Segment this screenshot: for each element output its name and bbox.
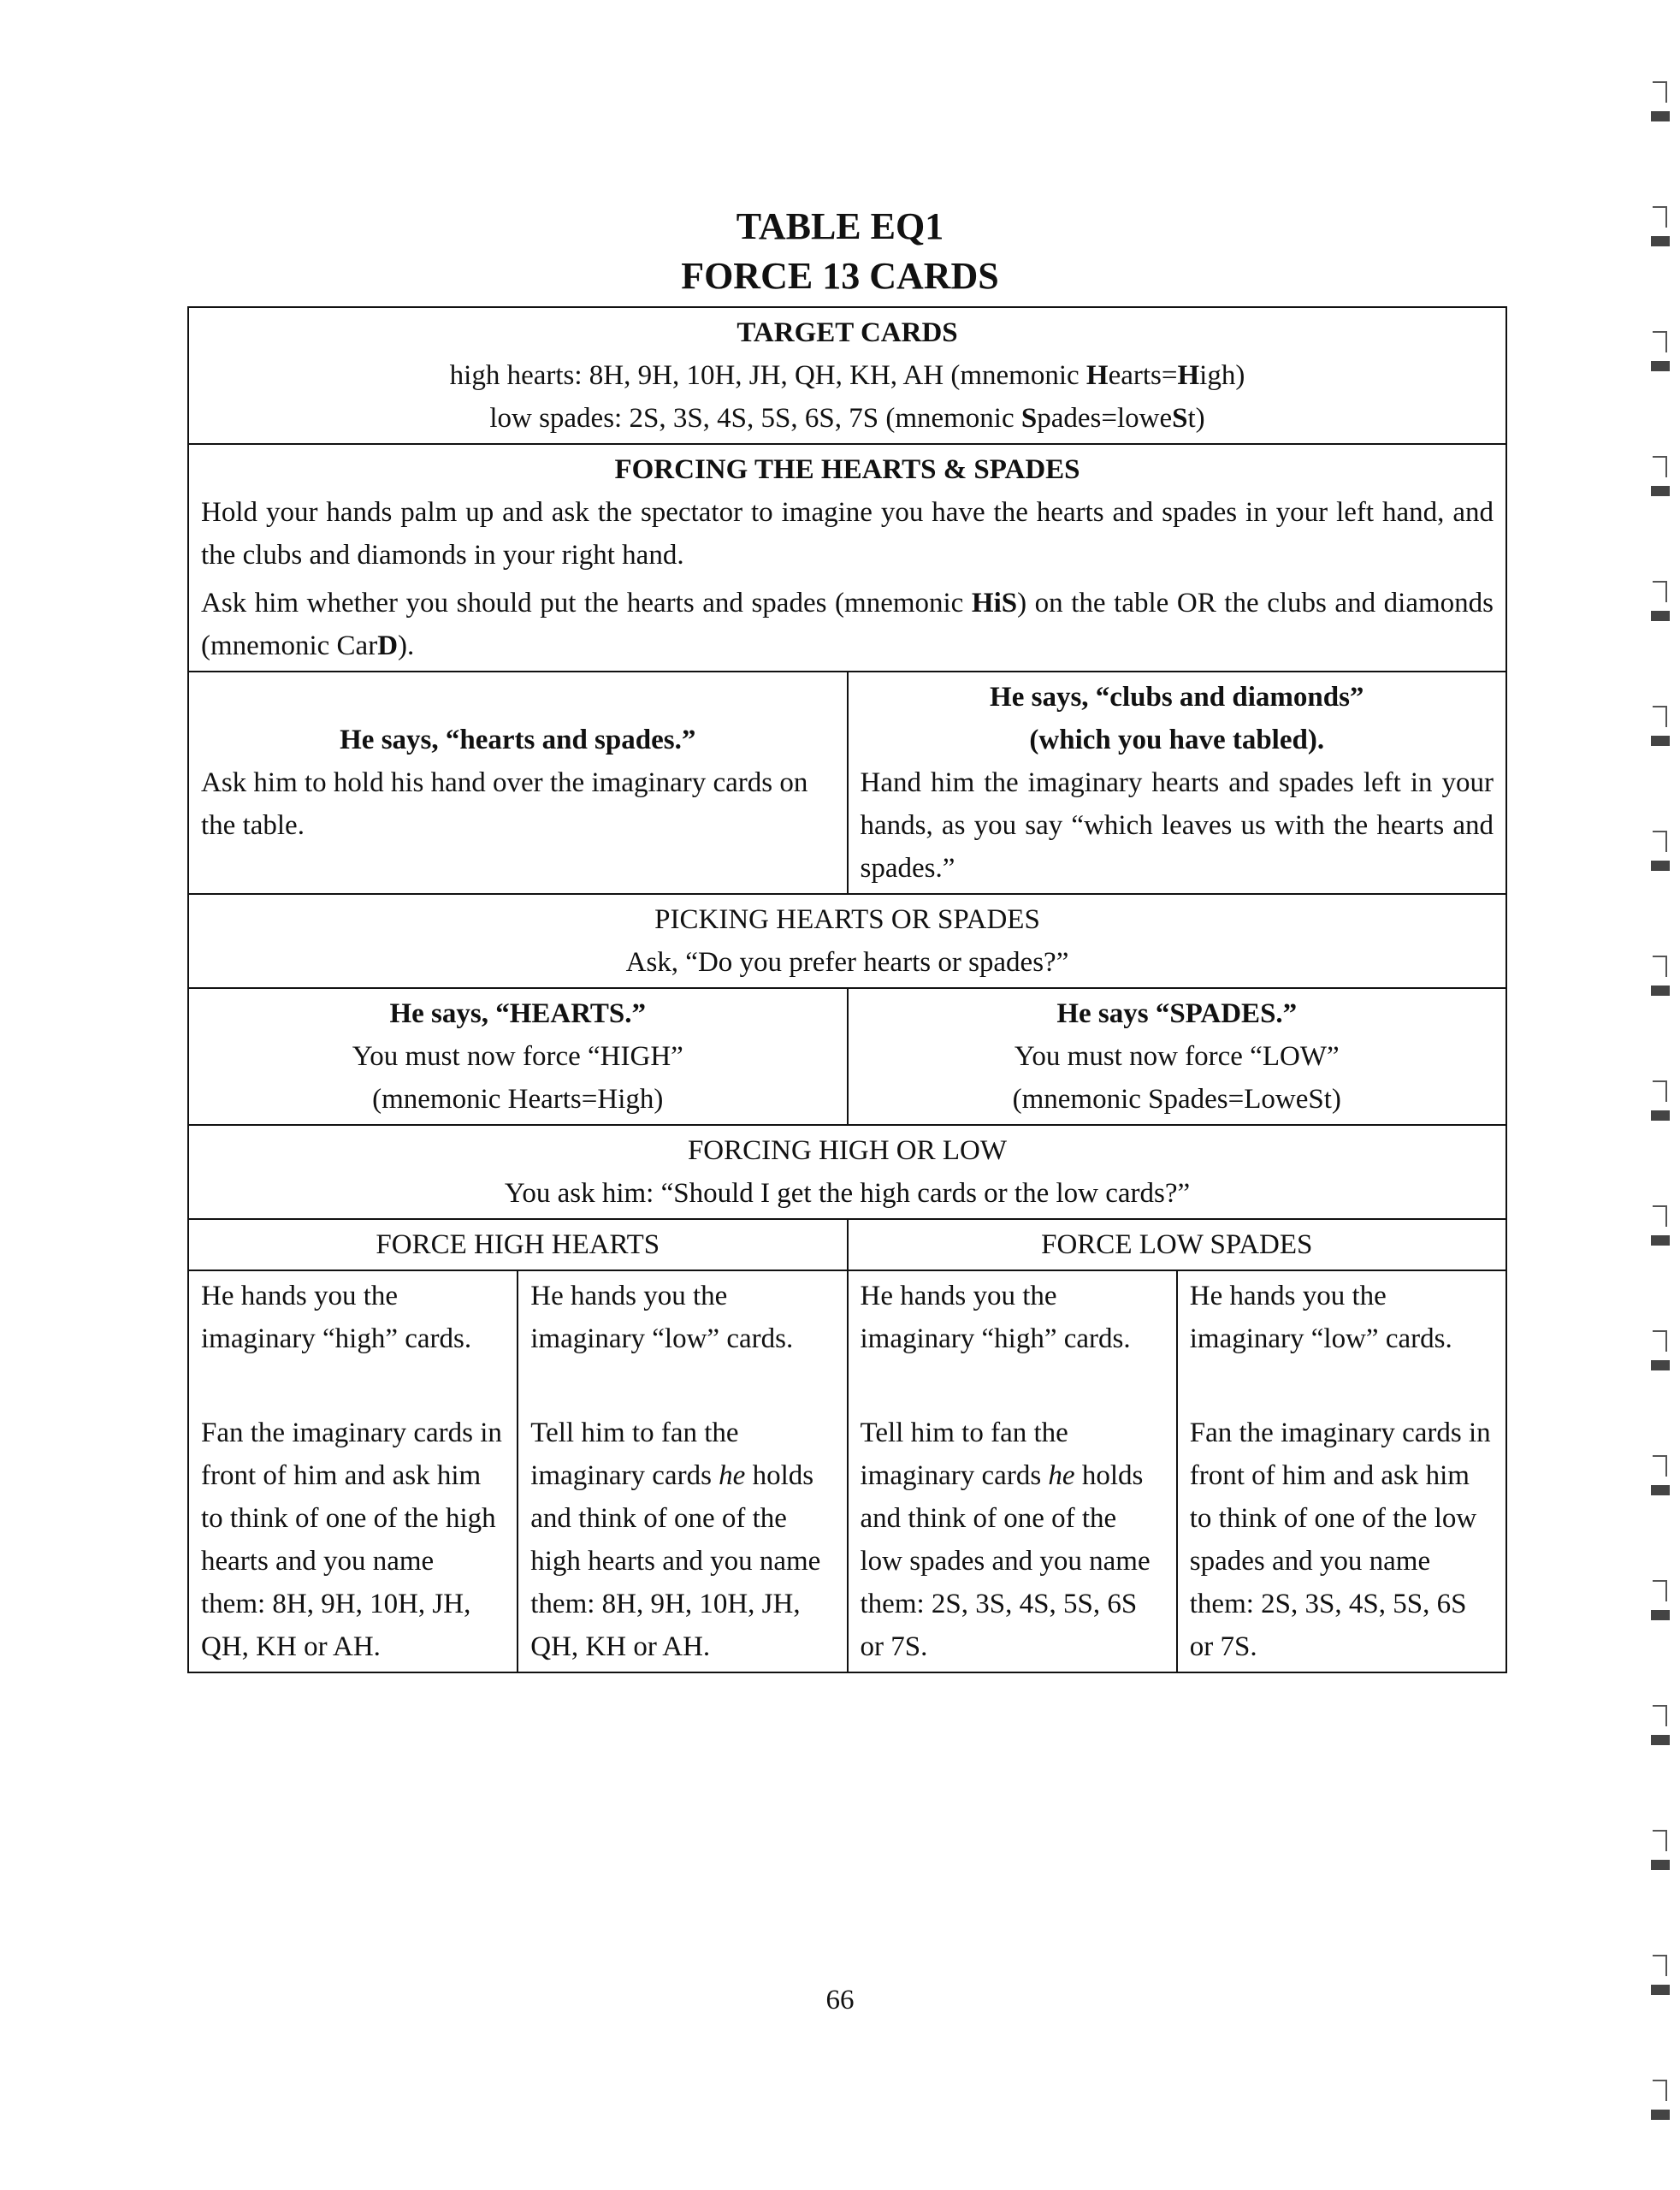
picking-row: [188, 894, 1506, 988]
force-detail-cell-3: [848, 1270, 1177, 1672]
binding-hook: [1653, 82, 1666, 103]
forcing-instruction-text: Ask him whether you should put the hearts and spades (mnemonic: [201, 588, 972, 619]
force-high-hearts-header-cell: [188, 1219, 848, 1270]
spiral-binding-edge: [1644, 0, 1680, 2190]
binding-ring: [1651, 1610, 1670, 1620]
forcing-high-low-header: FORCING HIGH OR LOW: [687, 1135, 1008, 1166]
says-hearts-line-1: You must now force “HIGH”: [352, 1041, 683, 1072]
binding-hook: [1653, 457, 1666, 477]
detail-3-top: He hands you the imaginary “high” cards.: [860, 1281, 1131, 1354]
binding-hook: [1653, 1706, 1666, 1726]
force-low-spades-header: FORCE LOW SPADES: [1041, 1229, 1313, 1260]
binding-hook: [1653, 1956, 1666, 1976]
detail-3-text: Tell him to fan the imaginary cards: [860, 1418, 1068, 1491]
binding-ring: [1651, 1985, 1670, 1995]
binding-hook: [1653, 1581, 1666, 1601]
high-hearts-text: igh): [1199, 360, 1245, 391]
low-spades-line: [201, 397, 1494, 440]
says-spades-line-2: (mnemonic Spades=LoweSt): [1012, 1084, 1341, 1115]
detail-3-text: holds and think of one of the low spades and you name them: 2S, 3S, 4S, 5S, 6S or 7S.: [860, 1460, 1151, 1662]
force-details-row: [188, 1270, 1506, 1672]
suit-answer-row: [188, 988, 1506, 1125]
binding-ring: [1651, 1735, 1670, 1745]
binding-hook: [1653, 1081, 1666, 1102]
force-high-hearts-header: FORCE HIGH HEARTS: [376, 1229, 660, 1260]
detail-2-text: Tell him to fan the imaginary cards: [530, 1418, 739, 1491]
binding-ring: [1651, 361, 1670, 371]
binding-ring: [1651, 986, 1670, 996]
force-detail-cell-2: [518, 1270, 847, 1672]
binding-hook: [1653, 1331, 1666, 1352]
picking-cell: [188, 894, 1506, 988]
mnemonic-bold-letter: S: [1172, 403, 1188, 434]
binding-ring: [1651, 1860, 1670, 1870]
binding-hook: [1653, 1831, 1666, 1851]
says-clubs-diamonds-cell: [848, 672, 1507, 894]
force-detail-cell-1: [188, 1270, 518, 1672]
mnemonic-bold-letter: H: [1177, 360, 1200, 391]
detail-2-italic: he: [719, 1460, 746, 1491]
mnemonic-card-part: Car: [336, 630, 378, 661]
forcing-hearts-spades-row: [188, 444, 1506, 672]
target-cards-header: TARGET CARDS: [736, 317, 958, 348]
binding-hook: [1653, 956, 1666, 977]
high-hearts-text: earts=: [1108, 360, 1178, 391]
high-hearts-line: [201, 354, 1494, 397]
says-hearts-spades-header: He says, “hearts and spades.”: [340, 725, 696, 755]
low-spades-text: pades=lowe: [1037, 403, 1173, 434]
target-cards-row: [188, 307, 1506, 444]
detail-2-bottom: [530, 1412, 834, 1668]
binding-ring: [1651, 1360, 1670, 1370]
forcing-high-low-row: [188, 1125, 1506, 1219]
binding-hook: [1653, 1456, 1666, 1477]
target-cards-cell: [188, 307, 1506, 444]
binding-ring: [1651, 111, 1670, 121]
forcing-high-low-cell: [188, 1125, 1506, 1219]
binding-marks: [1644, 0, 1680, 2190]
picking-header: PICKING HEARTS OR SPADES: [654, 904, 1040, 935]
high-hearts-text: high hearts: 8H, 9H, 10H, JH, QH, KH, AH (mnemonic: [449, 360, 1086, 391]
says-hearts-line-2: (mnemonic Hearts=High): [372, 1084, 664, 1115]
detail-2-top: He hands you the imaginary “low” cards.: [530, 1281, 794, 1354]
forcing-high-low-text: You ask him: “Should I get the high cards or the low cards?”: [504, 1178, 1191, 1209]
forcing-instruction-2: [201, 582, 1494, 667]
says-spades-header: He says “SPADES.”: [1056, 998, 1298, 1029]
mnemonic-bold-letter: H: [1085, 360, 1109, 391]
binding-ring: [1651, 611, 1670, 621]
detail-3-italic: he: [1048, 1460, 1075, 1491]
forcing-hearts-spades-cell: [188, 444, 1506, 672]
force-13-cards-table: [187, 306, 1507, 1673]
says-hearts-spades-text: Ask him to hold his hand over the imaginary cards on the table.: [201, 767, 808, 841]
table-title: [0, 202, 1680, 301]
title-line-2: FORCE 13 CARDS: [681, 255, 999, 297]
says-hearts-spades-cell: [188, 672, 848, 894]
says-hearts-cell: [188, 988, 848, 1125]
says-hearts-header: He says, “HEARTS.”: [389, 998, 647, 1029]
detail-3-bottom: [861, 1412, 1164, 1668]
binding-ring: [1651, 1485, 1670, 1495]
mnemonic-his: HiS: [971, 588, 1018, 619]
binding-hook: [1653, 332, 1666, 352]
binding-ring: [1651, 1235, 1670, 1246]
binding-ring: [1651, 736, 1670, 746]
says-clubs-diamonds-header-2: (which you have tabled).: [1029, 725, 1325, 755]
detail-4-bottom: Fan the imaginary cards in front of him and ask him to think of one of the low spades and you name them: 2S, 3S, 4S, 5S, 6S or 7S.: [1189, 1418, 1491, 1662]
binding-hook: [1653, 707, 1666, 727]
binding-hook: [1653, 207, 1666, 228]
binding-ring: [1651, 236, 1670, 246]
detail-2-text: holds and think of one of the high hearts and you name them: 8H, 9H, 10H, JH, QH, KH or AH.: [530, 1460, 821, 1662]
binding-hook: [1653, 582, 1666, 602]
binding-ring: [1651, 2110, 1670, 2120]
binding-hook: [1653, 2080, 1666, 2101]
spectator-choice-row: [188, 672, 1506, 894]
detail-1-top: He hands you the imaginary “high” cards.: [201, 1281, 472, 1354]
forcing-instruction-text: ).: [398, 630, 415, 661]
binding-ring: [1651, 486, 1670, 496]
title-line-1: TABLE EQ1: [736, 205, 944, 247]
binding-hook: [1653, 1206, 1666, 1227]
detail-1-bottom: Fan the imaginary cards in front of him and ask him to think of one of the high hearts and you name them: 8H, 9H, 10H, JH, QH, KH or AH.: [201, 1418, 502, 1662]
detail-4-top: He hands you the imaginary “low” cards.: [1189, 1281, 1452, 1354]
binding-hook: [1653, 832, 1666, 852]
says-clubs-diamonds-text: Hand him the imaginary hearts and spades left in your hands, as you say “which leaves us with the hearts and spades.”: [860, 767, 1494, 884]
forcing-instruction-1: Hold your hands palm up and ask the spectator to imagine you have the hearts and spades in your left hand, and the clubs and diamonds in your right hand.: [201, 497, 1494, 571]
force-headers-row: [188, 1219, 1506, 1270]
force-low-spades-header-cell: [848, 1219, 1507, 1270]
picking-text: Ask, “Do you prefer hearts or spades?”: [625, 947, 1069, 978]
low-spades-text: t): [1187, 403, 1205, 434]
says-spades-line-1: You must now force “LOW”: [1014, 1041, 1340, 1072]
forcing-hearts-spades-header: FORCING THE HEARTS & SPADES: [614, 454, 1080, 485]
force-detail-cell-4: [1177, 1270, 1506, 1672]
says-clubs-diamonds-header-1: He says, “clubs and diamonds”: [990, 682, 1364, 713]
low-spades-text: low spades: 2S, 3S, 4S, 5S, 6S, 7S (mnemonic: [489, 403, 1021, 434]
page-number: 66: [825, 1985, 855, 2015]
binding-ring: [1651, 1110, 1670, 1121]
mnemonic-bold-letter: S: [1020, 403, 1038, 434]
mnemonic-bold-letter: D: [377, 630, 399, 661]
says-spades-cell: [848, 988, 1507, 1125]
forcing-instruction-text: ) on the table OR the clubs and diamonds (mnemonic: [201, 588, 1494, 661]
binding-ring: [1651, 861, 1670, 871]
